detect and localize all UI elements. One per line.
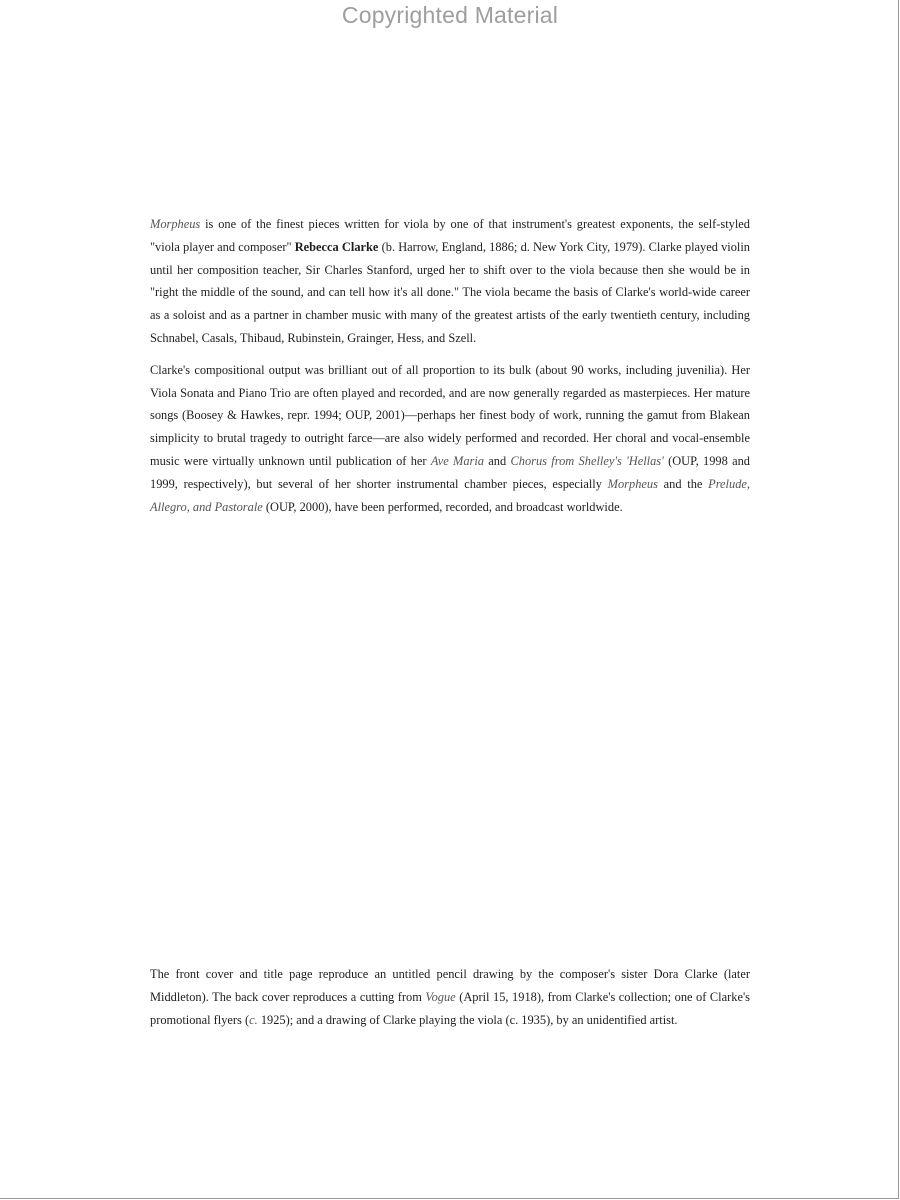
intro-paragraph-2-text-d: and the: [657, 476, 709, 491]
intro-paragraph-1-text-b: (b. Harrow, England, 1886; d. New York City, 1979). Clarke played violin until her composition teacher, Sir Charles Stanford, urged her to shift over to the viola because then she would be in "right the middle of the sound, and can tell how it's all done." The viola became the basis of Clarke's world-wide career as a soloist and as a partner in chamber music with many of the greatest artists of the early twentieth century, including Schnabel, Casals, Thibaud, Rubinstein, Grainger, Hess, and Szell.: [150, 239, 751, 345]
work-title-morpheus-2: Morpheus: [607, 476, 658, 491]
intro-section: [150, 213, 750, 527]
credits-text-c: 1925); and a drawing of Clarke playing the viola (c. 1935), by an unidentified artist.: [257, 1012, 678, 1027]
work-title-ave-maria: Ave Maria: [430, 453, 484, 468]
work-title-chorus-hellas: Chorus from Shelley's 'Hellas': [510, 453, 664, 468]
composer-name: Rebecca Clarke: [294, 239, 379, 254]
cover-credits-section: [150, 963, 750, 1040]
circa-abbreviation: c.: [249, 1012, 258, 1027]
work-title-morpheus: Morpheus: [150, 217, 201, 231]
copyright-watermark: Copyrighted Material: [341, 2, 559, 28]
cover-credits-paragraph: [150, 963, 750, 1031]
intro-paragraph-2-text-a: Clarke's compositional output was brilliant out of all proportion to its bulk (about 90 works, including juvenilia). Her Viola Sonata and Piano Trio are often played and recorded, and are now generally regarded as masterpieces. Her mature songs (Boosey & Hawkes, repr. 1994; OUP, 2001)—perhaps her finest body of work, running the gamut from Blakean simplicity to brutal tragedy to outright farce—are also widely performed and recorded. Her choral and vocal-ensemble music were virtually unknown until publication of her: [150, 362, 750, 468]
credits-text-a: The front cover and title page reproduce an untitled pencil drawing by the composer's sister Dora Clarke (later Middleton). The back cover reproduces a cutting from: [150, 967, 750, 1004]
intro-paragraph-2-text-c: (OUP, 1998 and 1999, respectively), but several of her shorter instrumental chamber pieces, especially: [150, 453, 750, 491]
intro-paragraph-1: [150, 213, 750, 350]
work-title-prelude: Prelude, Allegro, and Pastorale: [150, 476, 750, 514]
magazine-title-vogue: Vogue: [425, 989, 456, 1004]
intro-paragraph-2: [150, 359, 750, 519]
intro-paragraph-2-text-e: (OUP, 2000), have been performed, recorded, and broadcast worldwide.: [262, 499, 623, 514]
credits-text-b: (April 15, 1918), from Clarke's collection; one of Clarke's promotional flyers (: [150, 989, 750, 1027]
intro-paragraph-1-text-a: is one of the finest pieces written for viola by one of that instrument's greatest exponents, the self-styled "viola player and composer": [150, 217, 750, 254]
intro-paragraph-2-text-b: and: [484, 453, 511, 468]
